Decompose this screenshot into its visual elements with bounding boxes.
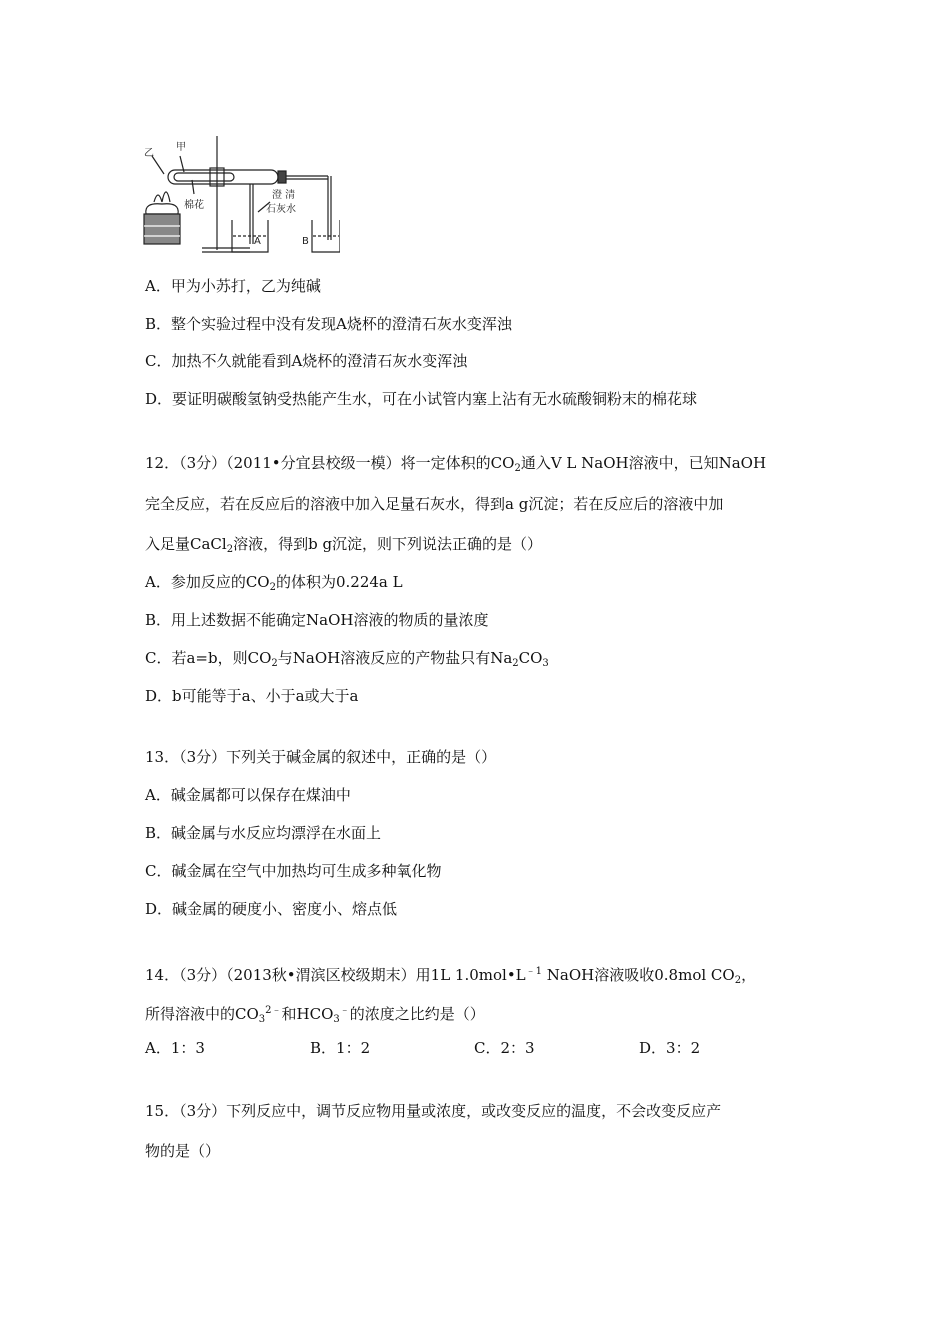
q12-option-c: C．若a=b，则$CO_2$与NaOH溶液反应的产物盐只有$Na_2CO_3$ [145, 649, 549, 669]
apparatus-figure [140, 132, 340, 264]
q11-option-b: B．整个实验过程中没有发现A烧杯的澄清石灰水变浑浊 [145, 315, 512, 333]
q14-stem-line-2: 所得溶液中的$CO_3^{2﹣}$和$HCO_3^﹣$的浓度之比约是（） [145, 1005, 485, 1025]
figure-label-limewater-1: 澄 清 [272, 190, 296, 201]
figure-label-cotton: 棉花 [184, 200, 204, 211]
q12-option-d: D．b可能等于a、小于a或大于a [145, 687, 359, 705]
q13-option-c: C．碱金属在空气中加热均可生成多种氧化物 [145, 862, 442, 880]
q12-option-b: B．用上述数据不能确定NaOH溶液的物质的量浓度 [145, 611, 489, 629]
q11-option-c: C．加热不久就能看到A烧杯的澄清石灰水变浑浊 [145, 352, 468, 370]
q14-stem-line-1: 14．（3分）（2013秋•渭滨区校级期末）用1L $1.0mol•L^{﹣1}$ NaOH溶液吸收0.8mol $CO_2$， [145, 966, 757, 986]
q12-stem-line-2: 完全反应，若在反应后的溶液中加入足量石灰水，得到a g沉淀；若在反应后的溶液中加 [145, 495, 724, 513]
figure-label-a: A [254, 236, 261, 247]
q13-option-d: D．碱金属的硬度小、密度小、熔点低 [145, 900, 398, 918]
q15-stem-line-2: 物的是（） [145, 1142, 221, 1160]
figure-label-limewater-2: 石灰水 [266, 204, 296, 215]
q11-option-a: A．甲为小苏打，乙为纯碱 [145, 277, 321, 295]
q12-option-a: A．参加反应的$CO_2$的体积为0.224a L [145, 573, 403, 593]
figure-label-b: B [302, 236, 309, 247]
q14-option-a: A．1：3 [145, 1039, 205, 1057]
q12-stem-line-3: 入足量CaCl$_2$溶液，得到b g沉淀，则下列说法正确的是（） [145, 535, 543, 555]
q11-option-d: D．要证明碳酸氢钠受热能产生水，可在小试管内塞上沾有无水硫酸铜粉末的棉花球 [145, 390, 698, 408]
q13-option-a: A．碱金属都可以保存在煤油中 [145, 786, 351, 804]
q13-option-b: B．碱金属与水反应均漂浮在水面上 [145, 824, 382, 842]
q14-option-d: D．3：2 [639, 1039, 701, 1057]
q14-option-c: C．2：3 [474, 1039, 535, 1057]
figure-label-jia: 甲 [176, 142, 186, 153]
q12-stem-line-1: 12．（3分）（2011•分宜县校级一模）将一定体积的$CO_2$通入V L NaOH溶液中，已知NaOH [145, 454, 767, 474]
q15-stem-line-1: 15．（3分）下列反应中，调节反应物用量或浓度，或改变反应的温度，不会改变反应产 [145, 1102, 722, 1120]
figure-label-yi: 乙 [144, 148, 154, 159]
q13-stem: 13．（3分）下列关于碱金属的叙述中，正确的是（） [145, 748, 497, 766]
q14-option-b: B．1：2 [310, 1039, 371, 1057]
